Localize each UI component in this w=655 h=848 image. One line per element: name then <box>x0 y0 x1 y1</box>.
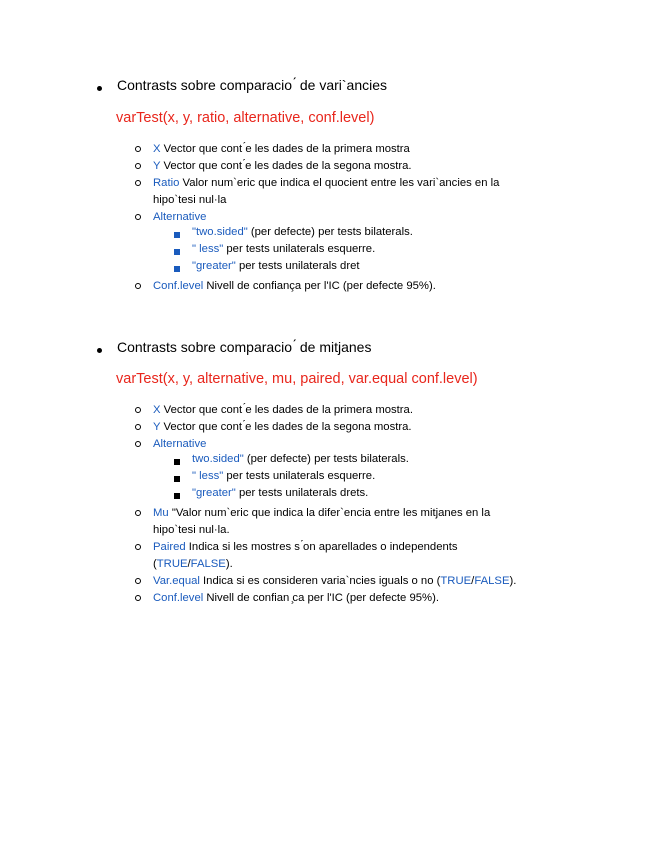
paren-text: ( <box>153 557 157 570</box>
option-value: " less" <box>192 470 224 482</box>
bullet-icon <box>97 348 102 353</box>
circle-bullet-icon <box>135 544 141 550</box>
circle-bullet-icon <box>135 578 141 584</box>
option-desc: per tests unilaterals dret <box>235 260 360 272</box>
list-item <box>192 226 413 238</box>
true-value: TRUE <box>156 557 188 570</box>
option-desc: (per defecte) per tests bilaterals. <box>243 453 409 465</box>
function-signature: varTest(x, y, ratio, alternative, conf.level) <box>116 110 375 126</box>
list-item <box>192 260 360 272</box>
square-bullet-icon <box>174 232 180 238</box>
param-name: Mu <box>153 507 169 519</box>
option-desc: per tests unilaterals esquerre. <box>223 243 376 255</box>
option-value: "greater" <box>192 487 236 499</box>
circle-bullet-icon <box>135 163 141 169</box>
circle-bullet-icon <box>135 441 141 447</box>
param-name: Paired <box>153 541 186 553</box>
option-value: two.sided" <box>192 453 244 465</box>
circle-bullet-icon <box>135 180 141 186</box>
square-bullet-icon <box>174 266 180 272</box>
param-desc: Vector que cont ́e les dades de la segona mostra. <box>160 421 412 433</box>
option-value: "greater" <box>192 260 236 272</box>
list-item <box>192 487 368 499</box>
slash-text: / <box>187 557 191 570</box>
list-item <box>153 590 573 607</box>
param-desc: Indica si es consideren varia`ncies iguals o no ( <box>199 575 441 587</box>
list-item <box>153 402 573 419</box>
option-value: " less" <box>192 243 224 255</box>
option-desc: (per defecte) per tests bilaterals. <box>247 226 413 238</box>
circle-bullet-icon <box>135 214 141 220</box>
option-value: "two.sided" <box>192 226 248 238</box>
slash-text: / <box>471 575 475 587</box>
circle-bullet-icon <box>135 283 141 289</box>
param-name: Alternative <box>153 211 207 223</box>
param-name: Y <box>153 421 161 433</box>
section-heading: Contrasts sobre comparacio ́ de vari`ancies <box>117 77 388 93</box>
list-item <box>153 436 573 453</box>
param-desc: Vector que cont ́e les dades de la primera mostra <box>160 143 410 155</box>
param-desc-cont: hipo`tesi nul·la <box>153 193 227 206</box>
paren-text: ). <box>225 557 233 570</box>
param-desc: Vector que cont ́e les dades de la segona mostra. <box>160 160 412 172</box>
param-name: X <box>153 143 161 155</box>
param-desc: Indica si les mostres s ́on aparellades o independents <box>185 541 458 553</box>
option-desc: per tests unilaterals esquerre. <box>223 470 376 482</box>
param-name: Ratio <box>153 177 180 189</box>
param-desc: Vector que cont ́e les dades de la primera mostra. <box>160 404 413 416</box>
list-item <box>153 209 573 226</box>
circle-bullet-icon <box>135 146 141 152</box>
list-item <box>153 158 573 175</box>
section-heading: Contrasts sobre comparacio ́ de mitjanes <box>117 339 372 355</box>
square-bullet-icon <box>174 249 180 255</box>
false-value: FALSE <box>474 575 510 587</box>
list-item <box>192 470 375 482</box>
list-item <box>153 573 593 590</box>
circle-bullet-icon <box>135 595 141 601</box>
param-name: Conf.level <box>153 592 204 604</box>
list-item <box>153 539 573 572</box>
param-desc: "Valor num`eric que indica la difer`encia entre les mitjanes en la <box>168 507 491 519</box>
list-item <box>153 419 573 436</box>
option-desc: per tests unilaterals drets. <box>235 487 369 499</box>
list-item <box>153 175 573 208</box>
list-item <box>153 278 573 295</box>
param-name: Conf.level <box>153 280 204 292</box>
square-bullet-icon <box>174 493 180 499</box>
list-item <box>192 243 375 255</box>
param-desc: Nivell de confian ̧ca per l'IC (per defecte 95%). <box>203 592 439 604</box>
list-item <box>153 505 573 538</box>
square-bullet-icon <box>174 476 180 482</box>
bullet-icon <box>97 86 102 91</box>
param-desc-cont: hipo`tesi nul·la. <box>153 523 230 536</box>
param-desc: Nivell de confiança per l'IC (per defecte 95%). <box>203 280 436 292</box>
circle-bullet-icon <box>135 510 141 516</box>
circle-bullet-icon <box>135 424 141 430</box>
true-value: TRUE <box>440 575 472 587</box>
param-desc: Valor num`eric que indica el quocient entre les vari`ancies en la <box>179 177 500 189</box>
function-signature: varTest(x, y, alternative, mu, paired, var.equal conf.level) <box>116 371 478 387</box>
param-name: X <box>153 404 161 416</box>
square-bullet-icon <box>174 459 180 465</box>
list-item <box>192 453 409 465</box>
param-name: Var.equal <box>153 575 200 587</box>
param-name: Y <box>153 160 161 172</box>
paren-text: ). <box>509 575 517 587</box>
circle-bullet-icon <box>135 407 141 413</box>
list-item <box>153 141 573 158</box>
false-value: FALSE <box>190 557 226 570</box>
param-name: Alternative <box>153 438 207 450</box>
